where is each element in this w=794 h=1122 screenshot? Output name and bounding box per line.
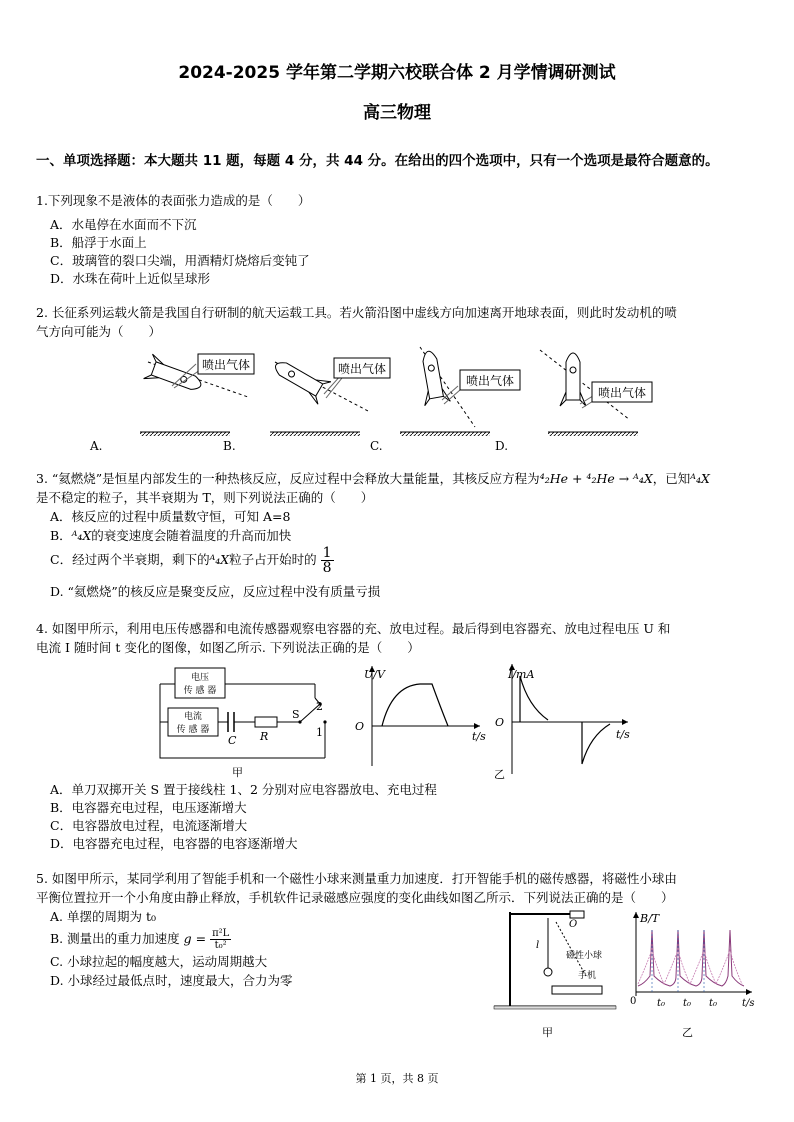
b-graph-xlabel: t/s — [742, 998, 755, 1009]
q3-option-c-text: C．经过两个半衰期，剩下的 — [50, 552, 210, 567]
q4-circuit — [160, 668, 327, 779]
q3-option-c-text2: 粒子占开始时的 — [229, 552, 317, 567]
q2-gas-label-c: 喷出气体 — [465, 374, 515, 388]
voltage-sensor-label-2: 传 感 器 — [183, 686, 217, 696]
q4-option-c: C．电容器放电过程，电流逐渐增大 — [50, 818, 248, 833]
q3-stem-line2: 是不稳定的粒子，其半衰期为 T，则下列说法正确的（ ） — [36, 490, 374, 505]
q3-equation: ⁴₂He + ⁴₂He → ᴬ₄X — [539, 471, 653, 486]
switch-label: S — [292, 708, 300, 721]
q1-option-b: B．船浮于水面上 — [50, 235, 147, 250]
q1-option-d: D．水珠在荷叶上近似呈球形 — [50, 271, 211, 286]
graph-caption: 乙 — [494, 768, 505, 781]
q5-fraction-denominator: t₀² — [214, 940, 227, 951]
q2-figure-c — [370, 347, 520, 453]
b-graph-ylabel: B/T — [640, 912, 660, 925]
q2-gas-label-b: 喷出气体 — [337, 362, 387, 376]
exam-title: 2024-2025 学年第二学期六校联合体 2 月学情调研测试 — [178, 63, 616, 83]
q3-option-a: A．核反应的过程中质量数守恒，可知 A=8 — [50, 509, 291, 524]
q4-option-d: D．电容器充电过程，电容器的电容逐渐增大 — [50, 836, 298, 851]
pendulum-caption: 甲 — [542, 1026, 553, 1039]
q2-gas-label-a: 喷出气体 — [201, 358, 251, 372]
circuit-caption: 甲 — [232, 766, 243, 779]
b-graph-origin: 0 — [630, 996, 637, 1007]
page-footer: 第 1 页，共 8 页 — [355, 1072, 439, 1085]
terminal-2-label: 2 — [316, 700, 323, 713]
i-graph-origin: O — [495, 716, 505, 729]
ball-label: 磁性小球 — [566, 951, 603, 961]
b-graph-tick-3: t₀ — [709, 998, 718, 1009]
q3-option-b-nuclide: ᴬ₄X — [71, 528, 92, 543]
q3-option-b — [50, 527, 291, 545]
q3-option-c-nuclide: ᴬ₄X — [209, 552, 230, 567]
q4-stem-line1: 4. 如图甲所示，利用电压传感器和电流传感器观察电容器的充、放电过程。最后得到电容器充、放电过程电压 U 和 — [36, 621, 671, 636]
q5-figures — [486, 906, 766, 1044]
q3-stem-text-a: 3. “氦燃烧”是恒星内部发生的一种热核反应，反应过程中会释放大量能量，其核反应方程为 — [36, 471, 540, 486]
phone-shape — [552, 986, 602, 994]
q3-option-b-text: 的衰变速度会随着温度的升高而加快 — [91, 528, 292, 543]
section-heading: 一、单项选择题：本大题共 11 题，每题 4 分，共 44 分。在给出的四个选项中，只有一个选项是最符合题意的。 — [36, 153, 719, 169]
q3-fraction-denominator: 8 — [322, 560, 332, 576]
q5-fraction-numerator: π²L — [212, 928, 230, 939]
q3-stem-text-b: ，已知 — [652, 471, 691, 486]
q5-stem-line2: 平衡位置拉开一个小角度由静止释放，手机软件记录磁感应强度的变化曲线如图乙所示．下列说法正确的是（ ） — [36, 890, 674, 905]
q2-rocket-figures — [80, 342, 647, 457]
q2-label-c: C. — [370, 439, 383, 453]
exam-subject: 高三物理 — [363, 103, 431, 123]
q3-option-b-prefix: B． — [50, 528, 72, 543]
q4-current-graph — [494, 664, 630, 781]
current-sensor-label-1: 电流 — [183, 712, 203, 722]
q2-figure-d — [495, 350, 652, 453]
q2-label-a: A. — [90, 439, 103, 453]
q2-stem-line2: 气方向可能为（ ） — [36, 324, 162, 339]
current-sensor-label-2: 传 感 器 — [176, 725, 210, 735]
voltage-sensor-label-1: 电压 — [190, 673, 210, 683]
b-graph-tick-1: t₀ — [657, 998, 666, 1009]
u-graph-origin: O — [355, 720, 365, 733]
q5-option-b-fraction — [210, 928, 231, 951]
q5-option-b-text: B. 测量出的重力加速度 — [50, 931, 180, 946]
q5-option-b — [50, 928, 231, 951]
q5-option-d: D. 小球经过最低点时，速度最大，合力为零 — [50, 973, 293, 988]
q5-pendulum-figure — [494, 911, 616, 1039]
i-graph-xlabel: t/s — [616, 728, 630, 741]
q1-stem: 1.下列现象不是液体的表面张力造成的是（ ） — [36, 193, 311, 208]
resistor-label: R — [260, 730, 269, 743]
length-label: l — [536, 940, 540, 951]
u-graph-ylabel: U/V — [364, 668, 385, 681]
q3-stem-line1 — [36, 470, 766, 488]
q1-option-c: C．玻璃管的裂口尖端，用酒精灯烧熔后变钝了 — [50, 253, 310, 268]
q5-option-c: C. 小球拉起的幅度越大，运动周期越大 — [50, 954, 268, 969]
q5-option-a: A. 单摆的周期为 t₀ — [50, 909, 156, 924]
phone-label: 手机 — [578, 971, 597, 981]
capacitor-label: C — [228, 734, 237, 747]
terminal-1-label: 1 — [316, 726, 323, 739]
q5-b-graph — [630, 912, 755, 1039]
q4-option-b: B．电容器充电过程，电压逐渐增大 — [50, 800, 247, 815]
i-graph-ylabel: I/mA — [508, 668, 535, 681]
q1-option-a: A．水黾停在水面而不下沉 — [50, 217, 197, 232]
b-graph-caption: 乙 — [682, 1026, 693, 1039]
q2-label-b: B. — [223, 439, 236, 453]
q3-fraction-numerator: 1 — [322, 545, 332, 561]
b-graph-tick-2: t₀ — [683, 998, 692, 1009]
u-graph-xlabel: t/s — [472, 730, 486, 743]
q2-gas-label-d: 喷出气体 — [597, 386, 647, 400]
q4-option-a: A．单刀双掷开关 S 置于接线柱 1、2 分别对应电容器放电、充电过程 — [50, 782, 437, 797]
q4-voltage-graph — [355, 666, 486, 766]
q3-nuclide: ᴬ₄X — [690, 471, 710, 486]
q2-stem-line1: 2. 长征系列运载火箭是我国自行研制的航天运载工具。若火箭沿图中虚线方向加速离开地球表面，则此时发动机的喷 — [36, 305, 677, 320]
pivot-label: O — [569, 919, 578, 930]
q3-option-c — [50, 546, 334, 575]
q4-stem-line2: 电流 I 随时间 t 变化的图像，如图乙所示. 下列说法正确的是（ ） — [36, 640, 420, 655]
q4-figures — [150, 656, 650, 780]
q3-option-d: D. “氦燃烧”的核反应是聚变反应，反应过程中没有质量亏损 — [50, 584, 381, 599]
q2-label-d: D. — [495, 439, 509, 453]
q5-stem-line1: 5. 如图甲所示，某同学利用了智能手机和一个磁性小球来测量重力加速度．打开智能手机的磁传感器，将磁性小球由 — [36, 871, 677, 886]
q3-option-c-fraction — [321, 546, 334, 575]
q5-option-b-g: g = — [183, 931, 207, 946]
